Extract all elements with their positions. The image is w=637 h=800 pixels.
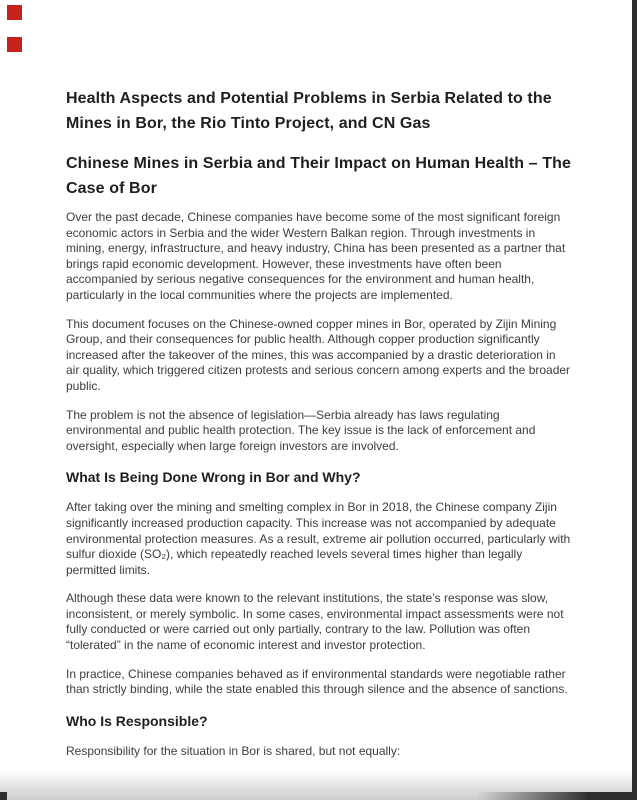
intro-paragraph-1: Over the past decade, Chinese companies have become some of the most significant foreign economic actors in Serbia and the wider Western Balkan region. Through investments in mining, energy, infrastructure, and heavy industry, China has been presented as a partner that brings rapid economic development. However, these investments have often been accompanied by serious negative consequences for the environment and human health, particularly in the local communities where the projects are implemented.	[66, 210, 566, 302]
responsible-paragraph-1: Responsibility for the situation in Bor is shared, but not equally:	[66, 743, 401, 758]
intro-paragraph-3: The problem is not the absence of legislation—Serbia already has laws regulating environmental and public health protection. The key issue is the lack of enforcement and oversight, especially when large foreign investors are involved.	[66, 407, 536, 453]
document-content	[66, 86, 572, 772]
page-right-edge	[632, 0, 637, 800]
section-heading-what-is-wrong: What Is Being Done Wrong in Bor and Why?	[66, 469, 361, 486]
page-bottom-left-corner	[0, 792, 7, 800]
intro-paragraph-2: This document focuses on the Chinese-owned copper mines in Bor, operated by Zijin Mining Group, and their consequences for public health. Although copper production significantly increased after the takeover of the mines, this was accompanied by a drastic deterioration in air quality, which triggered citizen protests and serious concern among experts and the broader public.	[66, 316, 571, 393]
page-bottom-right-edge	[477, 792, 637, 800]
wrong-paragraph-1: After taking over the mining and smelting complex in Bor in 2018, the Chinese company Zijin significantly increased production capacity. This increase was not accompanied by adequate environmental protection measures. As a result, extreme air pollution occurred, particularly with sulfur dioxide (SO₂), which repeatedly reached levels several times higher than legally permitted limits.	[66, 500, 571, 577]
red-square-marker-bottom	[7, 37, 22, 52]
document-subtitle: Chinese Mines in Serbia and Their Impact on Human Health – The Case of Bor	[66, 155, 571, 197]
section-heading-who-is-responsible: Who Is Responsible?	[66, 712, 208, 729]
document-title: Health Aspects and Potential Problems in Serbia Related to the Mines in Bor, the Rio Tinto Project, and CN Gas	[66, 90, 552, 132]
wrong-paragraph-2: Although these data were known to the relevant institutions, the state’s response was slow, inconsistent, or merely symbolic. In some cases, environmental impact assessments were not fully conducted or were carried out only partially, contrary to the law. Pollution was often “tolerated” in the name of economic interest and investor protection.	[66, 591, 564, 653]
red-square-marker-top	[7, 5, 22, 20]
wrong-paragraph-3: In practice, Chinese companies behaved as if environmental standards were negotiable rather than strictly binding, while the state enabled this through silence and the absence of sanctions.	[66, 666, 568, 697]
